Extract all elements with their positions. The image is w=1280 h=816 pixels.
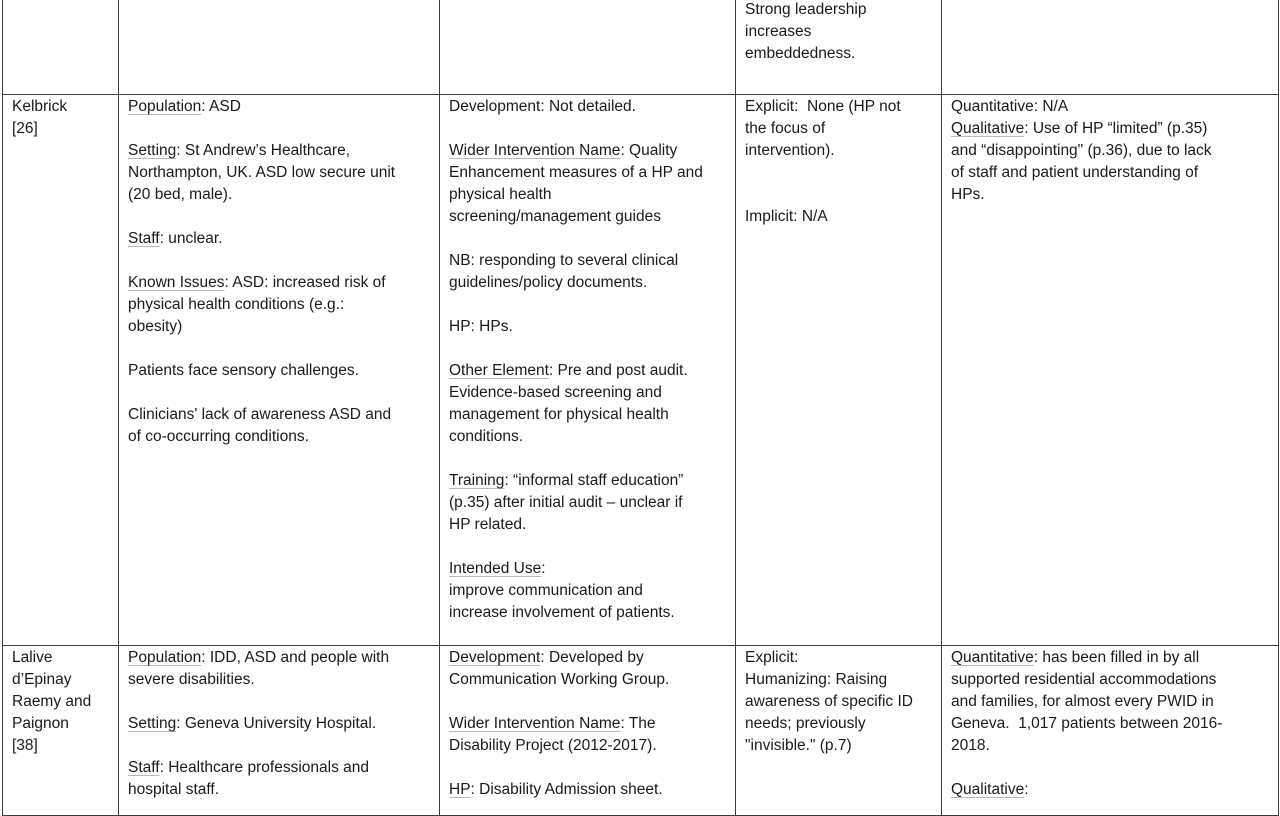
field-text: management for physical health <box>449 406 669 423</box>
field-label: Wider Intervention Name <box>449 142 621 159</box>
field-text: guidelines/policy documents. <box>449 274 648 291</box>
blank-line <box>745 184 932 206</box>
development-cell <box>440 0 736 95</box>
field-text: Patients face sensory challenges. <box>128 362 359 379</box>
development-cell <box>440 646 736 816</box>
cell-line <box>128 669 430 691</box>
outcomes-cell <box>942 646 1279 816</box>
outcomes-cell <box>942 0 1279 95</box>
cell-line <box>449 492 726 514</box>
study-cell <box>3 646 119 816</box>
field-text: Clinicians' lack of awareness ASD and <box>128 406 392 423</box>
field-text: physical health <box>449 186 552 203</box>
cell-line <box>128 294 430 316</box>
field-text: improve communication and <box>449 582 643 599</box>
table-row-lalive <box>3 646 1279 816</box>
field-text: : HPs. <box>470 318 513 335</box>
blank-line <box>449 691 726 713</box>
field-text: : IDD, ASD and people with <box>201 649 390 666</box>
field-text: physical health conditions (e.g.: <box>128 296 345 313</box>
cell-line <box>449 206 726 228</box>
cell-line <box>128 426 430 448</box>
field-text: hospital staff. <box>128 781 220 798</box>
cell-line <box>128 404 430 426</box>
cell-line <box>745 96 932 118</box>
cell-line <box>951 713 1269 735</box>
cell-line <box>745 0 932 21</box>
cell-line <box>12 647 109 669</box>
cell-line <box>951 96 1269 118</box>
blank-line <box>128 206 430 228</box>
cell-line <box>128 316 430 338</box>
cell-line <box>12 96 109 118</box>
field-text: screening/management guides <box>449 208 661 225</box>
cell-line <box>12 735 109 757</box>
field-text: Northampton, UK. ASD low secure unit <box>128 164 396 181</box>
field-text: Explicit: <box>745 649 799 666</box>
cell-line <box>449 470 726 492</box>
cell-line <box>128 184 430 206</box>
field-text: conditions. <box>449 428 524 445</box>
field-text: HP related. <box>449 516 527 533</box>
table-row-continued <box>3 0 1279 95</box>
field-text: : “informal staff education” <box>504 472 684 489</box>
cell-line <box>128 162 430 184</box>
cell-line <box>128 96 430 118</box>
field-label: HP <box>449 318 471 335</box>
field-label: Known Issues <box>128 274 225 291</box>
population-setting-cell <box>119 0 440 95</box>
field-text: and families, for almost every PWID in <box>951 693 1214 710</box>
cell-line <box>745 669 932 691</box>
cell-line <box>128 757 430 779</box>
field-label: Qualitative <box>951 120 1025 137</box>
cell-line <box>449 647 726 669</box>
field-text: HPs. <box>951 186 985 203</box>
cell-line <box>12 713 109 735</box>
field-text: Geneva. 1,017 patients between 2016- <box>951 715 1223 732</box>
field-text: Paignon <box>12 715 69 732</box>
effects-cell <box>736 0 942 95</box>
blank-line <box>128 250 430 272</box>
field-text: Kelbrick <box>12 98 68 115</box>
field-text: severe disabilities. <box>128 671 255 688</box>
cell-line <box>951 779 1269 801</box>
effects-cell <box>736 95 942 646</box>
field-label: Intended Use <box>449 560 542 577</box>
field-text: : responding to several clinical <box>470 252 679 269</box>
field-text: increase involvement of patients. <box>449 604 675 621</box>
field-text: Implicit: N/A <box>745 208 828 225</box>
blank-line <box>128 118 430 140</box>
field-label: Qualitative <box>951 781 1025 798</box>
cell-line <box>12 669 109 691</box>
cell-line <box>128 360 430 382</box>
field-text: Disability Project (2012-2017). <box>449 737 657 754</box>
cell-line <box>449 404 726 426</box>
field-text: : <box>541 560 546 577</box>
field-text: "invisible." (p.7) <box>745 737 852 754</box>
cell-line <box>449 162 726 184</box>
cell-line <box>745 21 932 43</box>
field-text: : ASD <box>201 98 241 115</box>
blank-line <box>128 691 430 713</box>
field-text: : Developed by <box>540 649 644 666</box>
field-text: : ASD: increased risk of <box>224 274 386 291</box>
field-label: HP <box>449 781 471 798</box>
field-text: Humanizing: Raising <box>745 671 888 688</box>
cell-line <box>449 272 726 294</box>
cell-line <box>128 228 430 250</box>
field-text: Strong leadership <box>745 1 867 18</box>
evidence-table <box>2 0 1279 816</box>
field-label: Quantitative <box>951 649 1034 666</box>
cell-line <box>951 691 1269 713</box>
cell-line <box>449 360 726 382</box>
cell-line <box>449 514 726 536</box>
cell-line <box>745 713 932 735</box>
cell-line <box>449 713 726 735</box>
population-setting-cell <box>119 646 440 816</box>
field-text: the focus of <box>745 120 826 137</box>
blank-line <box>449 228 726 250</box>
cell-line <box>128 713 430 735</box>
field-text: of staff and patient understanding of <box>951 164 1199 181</box>
field-text: Raemy and <box>12 693 92 710</box>
cell-line <box>745 140 932 162</box>
field-text: needs; previously <box>745 715 866 732</box>
outcomes-cell <box>942 95 1279 646</box>
field-text: : <box>1024 781 1029 798</box>
study-cell <box>3 0 119 95</box>
cell-line <box>449 140 726 162</box>
cell-line <box>449 580 726 602</box>
field-text: Lalive <box>12 649 53 666</box>
field-text: Quantitative: N/A <box>951 98 1069 115</box>
study-cell <box>3 95 119 646</box>
field-text: [38] <box>12 737 38 754</box>
field-text: (20 bed, male). <box>128 186 233 203</box>
field-text: : Quality <box>620 142 678 159</box>
population-setting-cell <box>119 95 440 646</box>
blank-line <box>128 338 430 360</box>
field-text: : unclear. <box>159 230 223 247</box>
field-label: Setting <box>128 715 177 732</box>
field-text: : has been filled in by all <box>1033 649 1200 666</box>
cell-line <box>449 735 726 757</box>
field-label: Wider Intervention Name <box>449 715 621 732</box>
blank-line <box>449 338 726 360</box>
field-text: : Pre and post audit. <box>548 362 688 379</box>
field-text: : Not detailed. <box>540 98 636 115</box>
table-row-kelbrick <box>3 95 1279 646</box>
cell-line <box>128 779 430 801</box>
cell-line <box>745 647 932 669</box>
field-label: Setting <box>128 142 177 159</box>
cell-line <box>951 118 1269 140</box>
blank-line <box>449 118 726 140</box>
cell-line <box>12 691 109 713</box>
field-text: Communication Working Group. <box>449 671 670 688</box>
field-label: Development <box>449 649 541 666</box>
cell-line <box>449 382 726 404</box>
field-text: [26] <box>12 120 38 137</box>
cell-line <box>449 779 726 801</box>
cell-line <box>951 735 1269 757</box>
cell-line <box>745 206 932 228</box>
blank-line <box>449 294 726 316</box>
cell-line <box>951 140 1269 162</box>
cell-line <box>745 691 932 713</box>
field-label: Other Element <box>449 362 549 379</box>
field-label: Staff <box>128 230 160 247</box>
cell-line <box>951 184 1269 206</box>
cell-line <box>128 272 430 294</box>
field-label: Population <box>128 98 202 115</box>
cell-line <box>951 162 1269 184</box>
field-text: : Use of HP “limited” (p.35) <box>1024 120 1208 137</box>
field-text: supported residential accommodations <box>951 671 1217 688</box>
field-text: Evidence-based screening and <box>449 384 662 401</box>
field-text: : Disability Admission sheet. <box>470 781 663 798</box>
field-text: and “disappointing" (p.36), due to lack <box>951 142 1212 159</box>
field-text: : Geneva University Hospital. <box>176 715 377 732</box>
field-text: : Healthcare professionals and <box>159 759 369 776</box>
field-text: Enhancement measures of a HP and <box>449 164 703 181</box>
cell-line <box>951 647 1269 669</box>
field-text: : The <box>620 715 656 732</box>
cell-line <box>449 316 726 338</box>
cell-line <box>449 426 726 448</box>
blank-line <box>449 536 726 558</box>
field-text: (p.35) after initial audit – unclear if <box>449 494 683 511</box>
blank-line <box>128 382 430 404</box>
cell-line <box>745 735 932 757</box>
field-text: increases <box>745 23 812 40</box>
cell-line <box>745 118 932 140</box>
cell-line <box>128 140 430 162</box>
cell-line <box>745 43 932 65</box>
blank-line <box>745 162 932 184</box>
development-cell <box>440 95 736 646</box>
cell-line <box>449 602 726 624</box>
field-text: d’Epinay <box>12 671 72 688</box>
blank-line <box>449 448 726 470</box>
field-text: of co-occurring conditions. <box>128 428 309 445</box>
blank-line <box>449 757 726 779</box>
field-label: Population <box>128 649 202 666</box>
cell-line <box>449 184 726 206</box>
field-text: 2018. <box>951 737 990 754</box>
field-label: NB <box>449 252 471 269</box>
field-text: obesity) <box>128 318 183 335</box>
field-text: Explicit: None (HP not <box>745 98 901 115</box>
cell-line <box>449 669 726 691</box>
field-text: : St Andrew’s Healthcare, <box>176 142 351 159</box>
cell-line <box>449 558 726 580</box>
effects-cell <box>736 646 942 816</box>
cell-line <box>449 250 726 272</box>
field-label: Staff <box>128 759 160 776</box>
field-text: awareness of specific ID <box>745 693 913 710</box>
cell-line <box>12 118 109 140</box>
field-text: embeddedness. <box>745 45 856 62</box>
blank-line <box>951 757 1269 779</box>
field-label: Development <box>449 98 541 115</box>
cell-line <box>449 96 726 118</box>
cell-line <box>128 647 430 669</box>
field-label: Training <box>449 472 505 489</box>
blank-line <box>128 735 430 757</box>
cell-line <box>951 669 1269 691</box>
field-text: intervention). <box>745 142 835 159</box>
